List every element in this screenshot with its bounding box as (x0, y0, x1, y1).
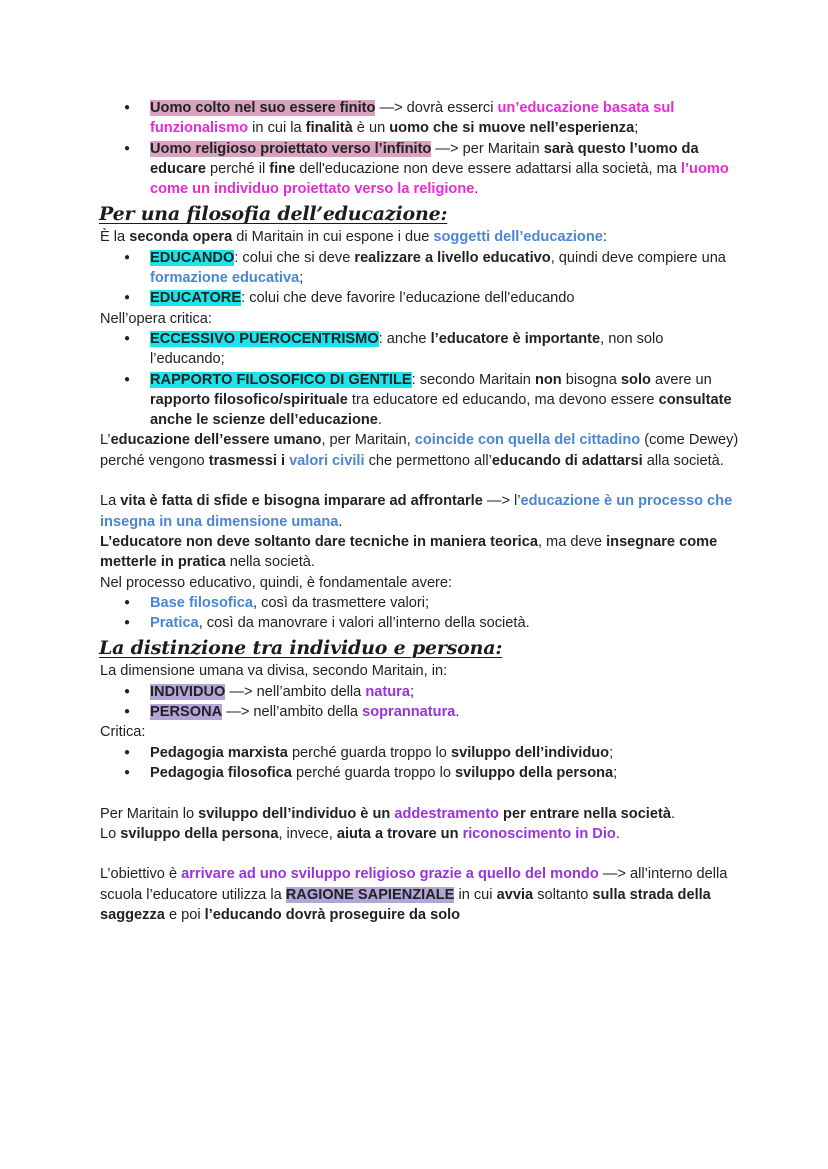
paragraph: Nell’opera critica: (100, 310, 212, 327)
paragraph: È la seconda opera di Maritain in cui espone i due soggetti dell’educazione: (100, 229, 607, 246)
list-item: ● EDUCANDO: colui che si deve realizzare a livello educativo, quindi deve compiere una formazione educativa; (150, 248, 740, 289)
list-item: ● Pratica, così da manovrare i valori all’interno della società. (150, 613, 740, 633)
list-item: ● PERSONA —> nell’ambito della soprannatura. (150, 702, 740, 722)
paragraph: Lo sviluppo della persona, invece, aiuta a trovare un riconoscimento in Dio. (100, 825, 620, 842)
spacer (100, 471, 740, 491)
bullet-list-soggetti (100, 248, 740, 309)
bullet-list-processo (100, 593, 740, 634)
list-item: ● Base filosofica, così da trasmettere valori; (150, 593, 740, 613)
bullet-list-critica (100, 329, 740, 430)
list-item: ● EDUCATORE: colui che deve favorire l’educazione dell’educando (150, 288, 740, 308)
paragraph: Nel processo educativo, quindi, è fondamentale avere: (100, 574, 453, 591)
paragraph: La vita è fatta di sfide e bisogna imparare ad affrontarle —> l’educazione è un processo che insegna in una dimensione umana. (100, 493, 733, 530)
list-item: ● Pedagogia marxista perché guarda troppo lo sviluppo dell’individuo; (150, 743, 740, 763)
paragraph: L’obiettivo è arrivare ad uno sviluppo religioso grazie a quello del mondo —> all’interno della scuola l’educatore utilizza la RAGIONE SAPIENZIALE in cui avvia soltanto sulla strada della saggezza e poi l’educando dovrà proseguire da solo (100, 866, 728, 923)
list-item: ● ECCESSIVO PUEROCENTRISMO: anche l’educatore è importante, non solo l’educando; (150, 329, 740, 370)
paragraph: L’educazione dell’essere umano, per Maritain, coincide con quella del cittadino (come Dewey) perché vengono trasmessi i valori civili che permettono all’educando di adattarsi alla società. (100, 432, 739, 469)
paragraph: L’educatore non deve soltanto dare tecniche in maniera teorica, ma deve insegnare come metterle in pratica nella società. (100, 533, 718, 571)
list-item: ● INDIVIDUO —> nell’ambito della natura; (150, 682, 740, 702)
bullet-list-uomo (100, 98, 740, 199)
bullet-list-pedagogie (100, 743, 740, 784)
list-item: ● Uomo colto nel suo essere finito —> dovrà esserci un’educazione basata sul funzionalismo in cui la finalità è un uomo che si muove nell’esperienza; (150, 98, 740, 139)
list-item: ● RAPPORTO FILOSOFICO DI GENTILE: secondo Maritain non bisogna solo avere un rapporto filosofico/spirituale tra educatore ed educando, ma devono essere consultate anche le scienze dell’educazione. (150, 370, 740, 431)
paragraph: La dimensione umana va divisa, secondo Maritain, in: (100, 663, 448, 680)
document-body (100, 98, 740, 925)
list-item: ● Uomo religioso proiettato verso l’infinito —> per Maritain sarà questo l’uomo da educare perché il fine dell'educazione non deve essere adattarsi alla società, ma l’uomo come un individuo proiettato verso la religione. (150, 139, 740, 200)
highlight-text: Uomo religioso proiettato verso l’infinito (150, 140, 432, 157)
list-item: ● Pedagogia filosofica perché guarda troppo lo sviluppo della persona; (150, 763, 740, 783)
spacer (100, 783, 740, 803)
paragraph: Critica: (100, 724, 146, 741)
bullet-list-dimensione (100, 682, 740, 723)
spacer (100, 844, 740, 864)
paragraph: Per Maritain lo sviluppo dell’individuo è un addestramento per entrare nella società. (100, 805, 676, 822)
section-heading-filosofia: Per una filosofia dell’educazione: (99, 203, 448, 226)
section-heading-distinzione: La distinzione tra individuo e persona: (99, 637, 503, 660)
highlight-text: Uomo colto nel suo essere finito (150, 100, 376, 116)
